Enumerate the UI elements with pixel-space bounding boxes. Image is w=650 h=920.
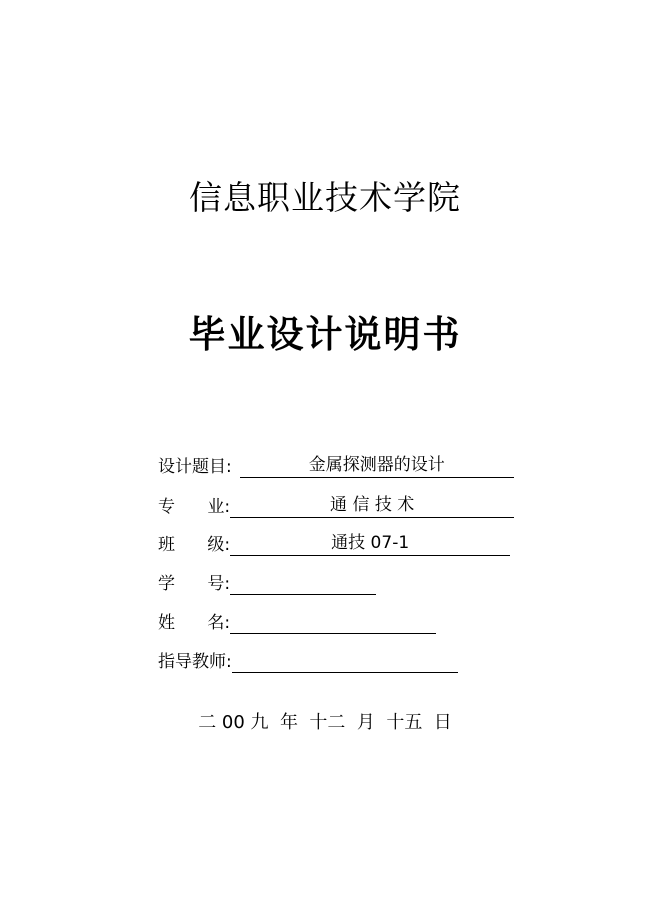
field-label: 指导教师: <box>158 652 232 672</box>
field-name <box>158 608 436 634</box>
field-major <box>158 492 514 518</box>
field-value-line: 金属探测器的设计 <box>240 456 514 478</box>
field-label: 姓 名: <box>158 613 231 633</box>
document-title: 毕业设计说明书 <box>188 313 462 356</box>
field-value-line: 通 信 技 术 <box>230 496 514 518</box>
field-value-line <box>230 612 436 634</box>
field-advisor <box>158 647 458 673</box>
institution-name: 信息职业技术学院 <box>189 178 461 217</box>
field-value-line <box>232 651 458 673</box>
field-student-id <box>158 569 376 595</box>
field-label: 专 业: <box>158 497 231 517</box>
field-value-line: 通技 07-1 <box>230 534 510 556</box>
field-label: 设计题目: <box>158 457 232 477</box>
document-date: 二 00 九 年 十二 月 十五 日 <box>198 712 452 733</box>
field-label: 班 级: <box>158 535 231 555</box>
field-class <box>158 530 510 556</box>
field-value-line <box>230 573 376 595</box>
field-label: 学 号: <box>158 574 231 594</box>
field-design-topic <box>158 452 514 478</box>
